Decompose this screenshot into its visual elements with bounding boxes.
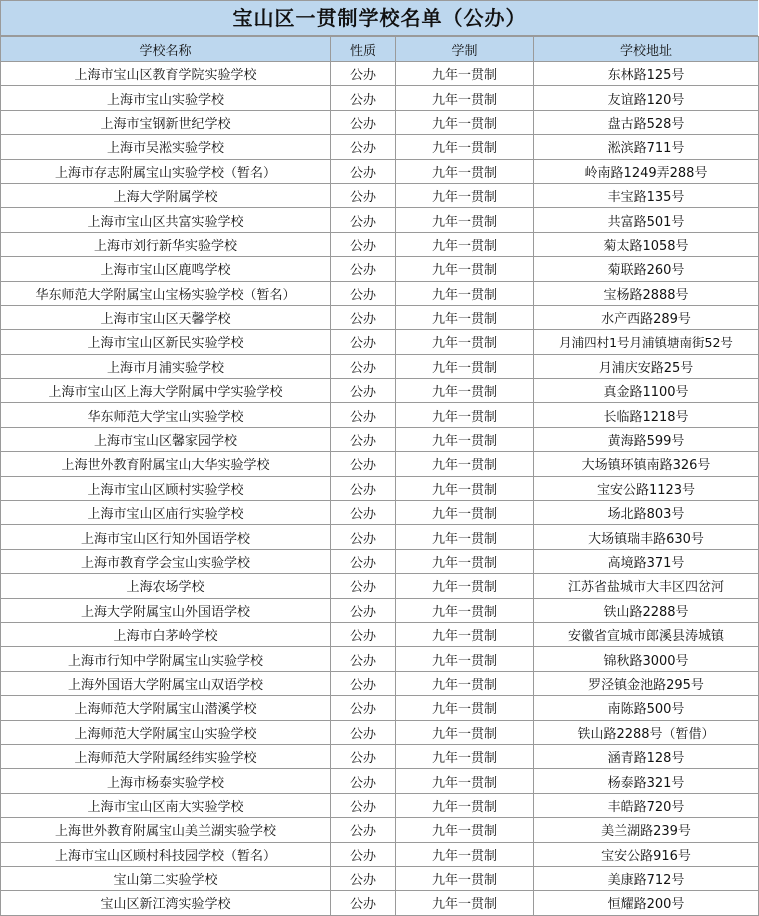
table-row [1, 818, 759, 842]
address-cell: 大场镇环镇南路326号 [534, 452, 759, 476]
table-row [1, 501, 759, 525]
nature-cell: 公办 [331, 525, 396, 549]
nature-cell: 公办 [331, 208, 396, 232]
address-cell: 淞滨路711号 [534, 135, 759, 159]
nature-cell: 公办 [331, 769, 396, 793]
nature-cell: 公办 [331, 598, 396, 622]
header-school-system: 学制 [396, 37, 534, 62]
table-row [1, 62, 759, 86]
school-name-cell: 上海市宝山区教育学院实验学校 [1, 62, 331, 86]
school-system-cell: 九年一贯制 [396, 208, 534, 232]
address-cell: 美兰湖路239号 [534, 818, 759, 842]
school-system-cell: 九年一贯制 [396, 891, 534, 915]
school-system-cell: 九年一贯制 [396, 842, 534, 866]
table-row [1, 525, 759, 549]
school-name-cell: 上海市宝山区顾村实验学校 [1, 476, 331, 500]
school-system-cell: 九年一贯制 [396, 232, 534, 256]
school-system-cell: 九年一贯制 [396, 354, 534, 378]
address-cell: 宝杨路2888号 [534, 281, 759, 305]
school-name-cell: 上海市宝山区顾村科技园学校（暂名） [1, 842, 331, 866]
address-cell: 菊联路260号 [534, 257, 759, 281]
school-system-cell: 九年一贯制 [396, 818, 534, 842]
nature-cell: 公办 [331, 549, 396, 573]
school-system-cell: 九年一贯制 [396, 427, 534, 451]
table-row [1, 647, 759, 671]
address-cell: 大场镇瑞丰路630号 [534, 525, 759, 549]
school-name-cell: 上海市宝山区新民实验学校 [1, 330, 331, 354]
address-cell: 美康路712号 [534, 866, 759, 890]
table-row [1, 110, 759, 134]
address-cell: 月浦四村1号月浦镇塘南街52号 [534, 330, 759, 354]
table-row [1, 159, 759, 183]
nature-cell: 公办 [331, 427, 396, 451]
nature-cell: 公办 [331, 232, 396, 256]
school-name-cell: 上海市教育学会宝山实验学校 [1, 549, 331, 573]
school-system-cell: 九年一贯制 [396, 281, 534, 305]
nature-cell: 公办 [331, 501, 396, 525]
table-row [1, 330, 759, 354]
address-cell: 菊太路1058号 [534, 232, 759, 256]
table-row [1, 793, 759, 817]
nature-cell: 公办 [331, 62, 396, 86]
nature-cell: 公办 [331, 257, 396, 281]
table-row [1, 379, 759, 403]
school-system-cell: 九年一贯制 [396, 744, 534, 768]
table-row [1, 842, 759, 866]
school-name-cell: 上海市杨泰实验学校 [1, 769, 331, 793]
school-system-cell: 九年一贯制 [396, 647, 534, 671]
nature-cell: 公办 [331, 183, 396, 207]
school-name-cell: 上海市存志附属宝山实验学校（暂名） [1, 159, 331, 183]
school-system-cell: 九年一贯制 [396, 62, 534, 86]
nature-cell: 公办 [331, 696, 396, 720]
header-nature: 性质 [331, 37, 396, 62]
address-cell: 盘古路528号 [534, 110, 759, 134]
school-name-cell: 上海世外教育附属宝山美兰湖实验学校 [1, 818, 331, 842]
school-system-cell: 九年一贯制 [396, 501, 534, 525]
nature-cell: 公办 [331, 818, 396, 842]
school-name-cell: 上海师范大学附属宝山实验学校 [1, 720, 331, 744]
table-row [1, 232, 759, 256]
nature-cell: 公办 [331, 793, 396, 817]
address-cell: 高境路371号 [534, 549, 759, 573]
address-cell: 杨泰路321号 [534, 769, 759, 793]
nature-cell: 公办 [331, 379, 396, 403]
address-cell: 宝安公路916号 [534, 842, 759, 866]
school-name-cell: 宝山第二实验学校 [1, 866, 331, 890]
school-system-cell: 九年一贯制 [396, 574, 534, 598]
school-system-cell: 九年一贯制 [396, 305, 534, 329]
school-name-cell: 上海市宝山区庙行实验学校 [1, 501, 331, 525]
nature-cell: 公办 [331, 403, 396, 427]
school-name-cell: 上海市宝山区馨家园学校 [1, 427, 331, 451]
nature-cell: 公办 [331, 622, 396, 646]
school-name-cell: 华东师范大学附属宝山宝杨实验学校（暂名） [1, 281, 331, 305]
school-name-cell: 上海外国语大学附属宝山双语学校 [1, 671, 331, 695]
table-row [1, 671, 759, 695]
nature-cell: 公办 [331, 647, 396, 671]
table-row [1, 257, 759, 281]
nature-cell: 公办 [331, 744, 396, 768]
school-name-cell: 上海师范大学附属宝山潜溪学校 [1, 696, 331, 720]
address-cell: 罗泾镇金池路295号 [534, 671, 759, 695]
address-cell: 黄海路599号 [534, 427, 759, 451]
address-cell: 共富路501号 [534, 208, 759, 232]
nature-cell: 公办 [331, 842, 396, 866]
school-system-cell: 九年一贯制 [396, 793, 534, 817]
school-name-cell: 上海市宝钢新世纪学校 [1, 110, 331, 134]
address-cell: 铁山路2288号（暂借） [534, 720, 759, 744]
address-cell: 南陈路500号 [534, 696, 759, 720]
table-row [1, 476, 759, 500]
address-cell: 锦秋路3000号 [534, 647, 759, 671]
table-row [1, 891, 759, 915]
table-row [1, 208, 759, 232]
nature-cell: 公办 [331, 866, 396, 890]
school-name-cell: 上海市宝山区上海大学附属中学实验学校 [1, 379, 331, 403]
table-row [1, 866, 759, 890]
address-cell: 涵青路128号 [534, 744, 759, 768]
school-system-cell: 九年一贯制 [396, 110, 534, 134]
school-name-cell: 上海市宝山区鹿鸣学校 [1, 257, 331, 281]
school-name-cell: 上海市行知中学附属宝山实验学校 [1, 647, 331, 671]
header-address: 学校地址 [534, 37, 759, 62]
nature-cell: 公办 [331, 110, 396, 134]
school-system-cell: 九年一贯制 [396, 379, 534, 403]
table-row [1, 720, 759, 744]
table-row [1, 86, 759, 110]
nature-cell: 公办 [331, 476, 396, 500]
address-cell: 水产西路289号 [534, 305, 759, 329]
school-system-cell: 九年一贯制 [396, 598, 534, 622]
nature-cell: 公办 [331, 86, 396, 110]
address-cell: 丰皓路720号 [534, 793, 759, 817]
school-name-cell: 上海农场学校 [1, 574, 331, 598]
address-cell: 安徽省宣城市郎溪县涛城镇 [534, 622, 759, 646]
address-cell: 友谊路120号 [534, 86, 759, 110]
school-system-cell: 九年一贯制 [396, 257, 534, 281]
nature-cell: 公办 [331, 281, 396, 305]
address-cell: 月浦庆安路25号 [534, 354, 759, 378]
table-row [1, 744, 759, 768]
school-system-cell: 九年一贯制 [396, 159, 534, 183]
school-system-cell: 九年一贯制 [396, 403, 534, 427]
school-system-cell: 九年一贯制 [396, 769, 534, 793]
nature-cell: 公办 [331, 891, 396, 915]
school-name-cell: 上海师范大学附属经纬实验学校 [1, 744, 331, 768]
address-cell: 恒耀路200号 [534, 891, 759, 915]
address-cell: 丰宝路135号 [534, 183, 759, 207]
nature-cell: 公办 [331, 330, 396, 354]
address-cell: 宝安公路1123号 [534, 476, 759, 500]
school-system-cell: 九年一贯制 [396, 476, 534, 500]
table-row [1, 574, 759, 598]
table-row [1, 354, 759, 378]
nature-cell: 公办 [331, 305, 396, 329]
nature-cell: 公办 [331, 135, 396, 159]
school-name-cell: 上海市白茅岭学校 [1, 622, 331, 646]
school-name-cell: 上海市月浦实验学校 [1, 354, 331, 378]
sheet-title: 宝山区一贯制学校名单（公办） [1, 1, 758, 36]
school-system-cell: 九年一贯制 [396, 525, 534, 549]
school-name-cell: 上海市宝山区天馨学校 [1, 305, 331, 329]
school-system-cell: 九年一贯制 [396, 452, 534, 476]
school-system-cell: 九年一贯制 [396, 135, 534, 159]
school-system-cell: 九年一贯制 [396, 183, 534, 207]
address-cell: 江苏省盐城市大丰区四岔河 [534, 574, 759, 598]
table-row [1, 549, 759, 573]
table-row [1, 183, 759, 207]
school-name-cell: 上海市宝山实验学校 [1, 86, 331, 110]
school-name-cell: 宝山区新江湾实验学校 [1, 891, 331, 915]
nature-cell: 公办 [331, 159, 396, 183]
nature-cell: 公办 [331, 574, 396, 598]
school-table [0, 36, 759, 916]
table-row [1, 696, 759, 720]
school-name-cell: 上海市宝山区共富实验学校 [1, 208, 331, 232]
address-cell: 真金路1100号 [534, 379, 759, 403]
school-system-cell: 九年一贯制 [396, 866, 534, 890]
table-row [1, 622, 759, 646]
table-body [1, 62, 759, 916]
school-system-cell: 九年一贯制 [396, 696, 534, 720]
address-cell: 铁山路2288号 [534, 598, 759, 622]
school-name-cell: 上海市宝山区南大实验学校 [1, 793, 331, 817]
header-school-name: 学校名称 [1, 37, 331, 62]
school-name-cell: 华东师范大学宝山实验学校 [1, 403, 331, 427]
address-cell: 岭南路1249弄288号 [534, 159, 759, 183]
header-row [1, 37, 759, 62]
school-system-cell: 九年一贯制 [396, 622, 534, 646]
school-name-cell: 上海大学附属宝山外国语学校 [1, 598, 331, 622]
school-name-cell: 上海市吴淞实验学校 [1, 135, 331, 159]
table-row [1, 281, 759, 305]
school-system-cell: 九年一贯制 [396, 86, 534, 110]
table-row [1, 427, 759, 451]
address-cell: 长临路1218号 [534, 403, 759, 427]
table-row [1, 135, 759, 159]
nature-cell: 公办 [331, 452, 396, 476]
table-row [1, 403, 759, 427]
nature-cell: 公办 [331, 720, 396, 744]
school-system-cell: 九年一贯制 [396, 330, 534, 354]
school-name-cell: 上海市刘行新华实验学校 [1, 232, 331, 256]
school-name-cell: 上海世外教育附属宝山大华实验学校 [1, 452, 331, 476]
school-system-cell: 九年一贯制 [396, 671, 534, 695]
address-cell: 东林路125号 [534, 62, 759, 86]
school-system-cell: 九年一贯制 [396, 549, 534, 573]
school-name-cell: 上海市宝山区行知外国语学校 [1, 525, 331, 549]
school-name-cell: 上海大学附属学校 [1, 183, 331, 207]
nature-cell: 公办 [331, 354, 396, 378]
table-row [1, 452, 759, 476]
nature-cell: 公办 [331, 671, 396, 695]
table-row [1, 598, 759, 622]
address-cell: 场北路803号 [534, 501, 759, 525]
table-row [1, 305, 759, 329]
school-system-cell: 九年一贯制 [396, 720, 534, 744]
table-row [1, 769, 759, 793]
watermark: ​ [251, 251, 340, 298]
